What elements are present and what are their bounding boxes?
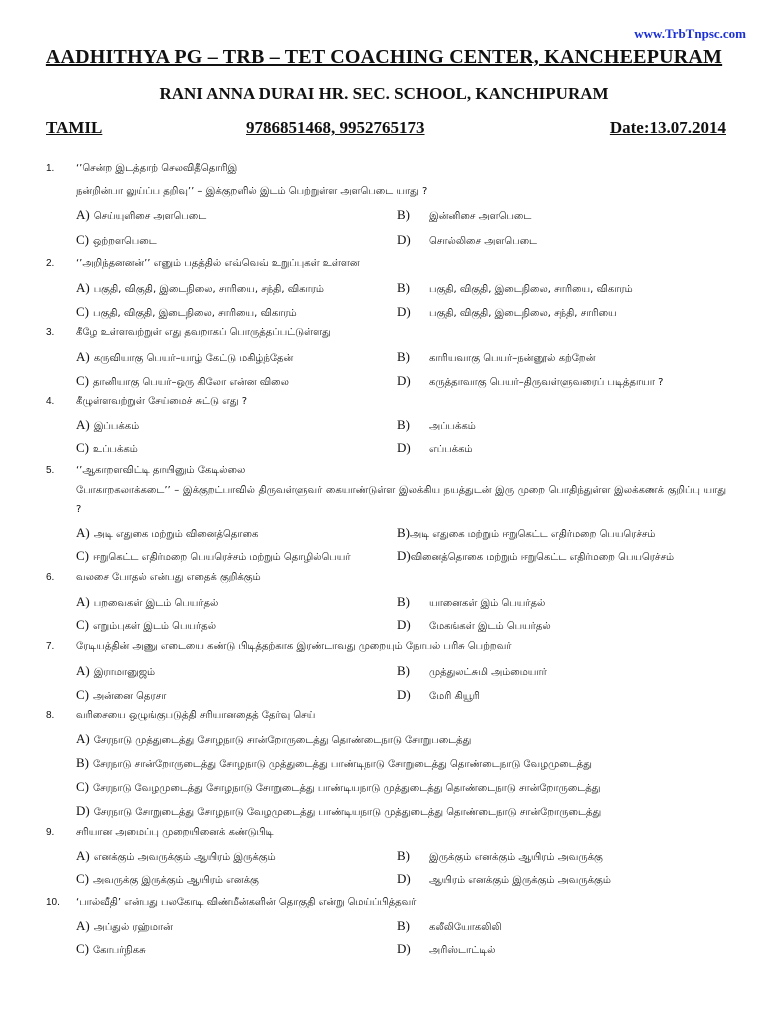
option-c[interactable]: C) ஈறுகெட்ட எதிர்மறை பெயரெச்சம் மற்றும் தொழில்பெயர்	[76, 548, 351, 563]
option-b[interactable]: B) முத்துலட்சுமி அம்மையார்	[397, 663, 547, 678]
question-number: 1.	[46, 163, 55, 174]
option-a[interactable]: A) இப்பக்கம்	[76, 417, 140, 432]
option-b[interactable]: B) அப்பக்கம்	[397, 417, 476, 432]
meta-row	[46, 118, 726, 140]
option-b[interactable]: B)அடி எதுகை மற்றும் ஈறுகெட்ட எதிர்மறை பெயரெச்சம்	[397, 525, 656, 540]
option-b[interactable]: B) இருக்கும் எனக்கும் ஆயிரம் அவருக்கு	[397, 848, 603, 863]
option-a[interactable]: A) எனக்கும் அவருக்கும் ஆயிரம் இருக்கும்	[76, 848, 276, 863]
option-d[interactable]: D)வினைத்தொகை மற்றும் ஈறுகெட்ட எதிர்மறை பெயரெச்சம்	[397, 548, 675, 563]
option-b[interactable]: B) யானைகள் இம் பெயர்தல்	[397, 594, 546, 609]
option-b[interactable]: B) காரியவாகு பெயர்–நன்னூல் கற்றேன்	[397, 349, 596, 364]
option-d[interactable]: D) மேரி கியூரி	[397, 687, 480, 702]
center-title: AADHITHYA PG – TRB – TET COACHING CENTER, KANCHEEPURAM	[45, 46, 723, 68]
question-number: 5.	[46, 465, 55, 476]
option-d[interactable]: D) எப்பக்கம்	[397, 440, 473, 455]
option-a[interactable]: A) பகுதி, விகுதி, இடைநிலை, சாரியை, சந்தி, விகாரம்	[76, 280, 324, 295]
option-b[interactable]: B) சேரநாடு சான்றோருடைத்து சோழநாடு முத்துடைத்து பாண்டிநாடு சோறுடைத்து தொண்டைநாடு வேழமுடைத்து	[76, 755, 592, 770]
option-a[interactable]: A) இராமானுஜம்	[76, 663, 156, 678]
question-number: 4.	[46, 396, 55, 407]
option-d[interactable]: D) சேரநாடு சோறுடைத்து சோழநாடு வேழமுடைத்து பாண்டியநாடு முத்துடைத்து தொண்டைநாடு சான்றோருடைத்து	[76, 803, 602, 818]
option-d[interactable]: D) மேகங்கள் இடம் பெயர்தல்	[397, 617, 551, 632]
option-c[interactable]: C) எறும்புகள் இடம் பெயர்தல்	[76, 617, 216, 632]
option-c[interactable]: C) தானியாகு பெயர்–ஒரு கிலோ என்ன விலை	[76, 373, 289, 388]
question-text: வலசை போதல் என்பது எதைக் குறிக்கும்	[76, 572, 261, 583]
exam-date: Date:13.07.2014	[609, 118, 726, 137]
option-a[interactable]: A) சேரநாடு முத்துடைத்து சோழநாடு சான்றோருடைத்து தொண்டைநாடு சோறுபடைத்து	[76, 731, 472, 746]
school-title: RANI ANNA DURAI HR. SEC. SCHOOL, KANCHIPURAM	[159, 84, 609, 103]
question-text: நன்றின்பா லுய்ப்ப தறிவு’’ – இக்குறளில் இடம் பெற்றுள்ள அளபெடை யாது ?	[76, 186, 428, 197]
question-text: ‘பால்வீதி’ என்பது பலகோடி விண்மீன்களின் தொகுதி என்று மெய்ப்பித்தவர்	[76, 897, 417, 908]
question-text: ரேடியத்தின் அணு எடையை கண்டு பிடித்தற்காக இரண்டாவது முறையும் நோபல் பரிசு பெற்றவர்	[76, 641, 512, 652]
option-d[interactable]: D) பகுதி, விகுதி, இடைநிலை, சந்தி, சாரியை	[397, 304, 617, 319]
question-text: சரியான அமைப்பு முறையினைக் கண்டுபிடி	[76, 827, 274, 838]
question-text: வரிசையை ஒழுங்குபடுத்தி சரியானதைத் தேர்வு செய்	[76, 710, 316, 721]
question-number: 2.	[46, 258, 55, 269]
question-number: 9.	[46, 827, 55, 838]
phone-numbers: 9786851468, 9952765173	[246, 118, 425, 137]
option-a[interactable]: A) அடி எதுகை மற்றும் வினைத்தொகை	[76, 525, 259, 540]
question-number: 6.	[46, 572, 55, 583]
option-b[interactable]: B) இன்னிசை அளபெடை	[397, 207, 532, 222]
question-text: ‘’ஆகாறளவிட்டி தாயினும் கேடில்லை	[76, 465, 246, 476]
option-c[interactable]: C) பகுதி, விகுதி, இடைநிலை, சாரியை, விகாரம்	[76, 304, 297, 319]
question-text: ‘’அறிந்தனனன்’’ எனும் பதத்தில் எவ்வெவ் உறுப்புகள் உள்ளன	[76, 258, 360, 269]
option-d[interactable]: D) கருத்தாவாகு பெயர்–திருவள்ளுவரைப் படித்தாயா ?	[397, 373, 664, 388]
question-number: 3.	[46, 327, 55, 338]
question-text: ‘’சென்ற இடத்தாற் செலவிதீதொரிஇ	[76, 163, 238, 174]
question-number: 8.	[46, 710, 55, 721]
option-c[interactable]: C) ஒற்றளபெடை	[76, 232, 157, 247]
subject-label: TAMIL	[46, 118, 103, 137]
option-c[interactable]: C) கோபர்நிகசு	[76, 941, 146, 956]
question-number: 7.	[46, 641, 55, 652]
option-c[interactable]: C) அன்னை தெரசா	[76, 687, 167, 702]
option-d[interactable]: D) சொல்லிசை அளபெடை	[397, 232, 537, 247]
question-number: 10.	[46, 897, 60, 908]
question-text: போகாறகலாக்கடை’’ – இக்குறட்பாவில் திருவள்ளுவர் கையாண்டுள்ள இலக்கிய நயத்துடன் இரு முறை பொதிந்துள்ள இலக்கணக் குறிப்பு யாது ?	[76, 485, 726, 515]
question-text: கீழுள்ளவற்றுள் சேய்மைச் சுட்டு எது ?	[76, 396, 248, 407]
question-text: கீழே உள்ளவற்றுள் எது தவறாகப் பொருத்தப்பட்டுள்ளது	[76, 327, 331, 338]
option-c[interactable]: C) அவருக்கு இருக்கும் ஆயிரம் எனக்கு	[76, 871, 259, 886]
option-a[interactable]: A) அப்துல் ரஹ்மான்	[76, 918, 173, 933]
option-c[interactable]: C) சேரநாடு வேழமுடைத்து சோழநாடு சோறுடைத்து பாண்டியநாடு முத்துடைத்து தொண்டைநாடு சான்றோருடைத்து	[76, 779, 601, 794]
option-b[interactable]: B) பகுதி, விகுதி, இடைநிலை, சாரியை, விகாரம்	[397, 280, 633, 295]
option-d[interactable]: D) ஆயிரம் எனக்கும் இருக்கும் அவருக்கும்	[397, 871, 611, 886]
option-d[interactable]: D) அரிஸ்டாட்டில்	[397, 941, 496, 956]
option-a[interactable]: A) செய்யுளிசை அளபெடை	[76, 207, 207, 222]
option-c[interactable]: C) உப்பக்கம்	[76, 440, 138, 455]
site-url[interactable]: www.TrbTnpsc.com	[634, 26, 746, 41]
option-a[interactable]: A) கருவியாகு பெயர்–யாழ் கேட்டு மகிழ்ந்தேன்	[76, 349, 294, 364]
option-a[interactable]: A) பறவைகள் இடம் பெயர்தல்	[76, 594, 219, 609]
option-b[interactable]: B) கலீலியோகலிலி	[397, 918, 502, 933]
